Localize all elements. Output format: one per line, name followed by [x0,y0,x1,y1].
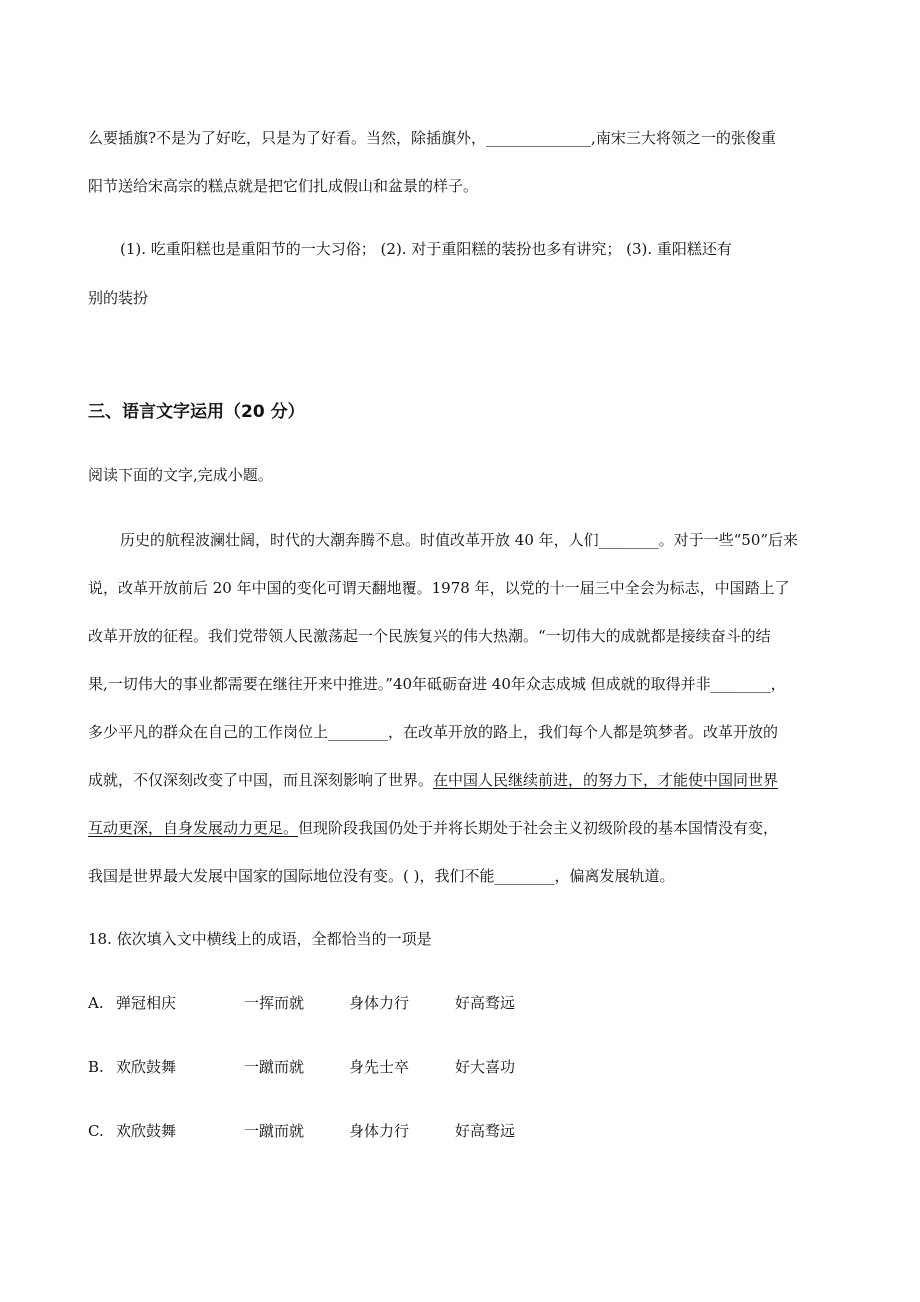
underlined-sentence-part-1: 在中国人民继续前进，的努力下，才能使中国同世界 [433,771,779,789]
option-a [88,993,515,1013]
option-b-word-2: 一蹴而就 [244,1058,305,1076]
prev-answer-line-2: 别的装扮 [88,289,149,307]
option-c-word-4: 好高骛远 [455,1122,516,1140]
option-a-word-3: 身体力行 [349,994,410,1012]
option-a-word-1: 弹冠相庆 [116,994,177,1012]
option-b-label: B. [88,1058,104,1076]
option-a-word-2: 一挥而就 [244,994,305,1012]
passage-line-6 [88,770,778,790]
option-b-word-1: 欢欣鼓舞 [116,1058,177,1076]
option-c-label: C. [88,1122,104,1140]
option-a-label: A. [88,994,104,1012]
prev-answer-line-1: (1). 吃重阳糕也是重阳节的一大习俗； (2). 对于重阳糕的装扮也多有讲究； (3). 重阳糕还有 [120,240,732,258]
passage-line-3: 改革开放的征程。我们党带领人民激荡起一个民族复兴的伟大热潮。“一切伟大的成就都是接续奋斗的结 [88,627,771,645]
option-c-word-3: 身体力行 [349,1122,410,1140]
underlined-sentence-part-2: 互动更深，自身发展动力更足。 [88,819,299,837]
option-c-word-1: 欢欣鼓舞 [116,1122,177,1140]
passage-line-5: 多少平凡的群众在自己的工作岗位上________，在改革开放的路上，我们每个人都是筑梦者。改革开放的 [88,723,779,741]
option-c [88,1121,515,1141]
passage-line-2: 说，改革开放前后 20 年中国的变化可谓天翻地覆。1978 年，以党的十一届三中全会为标志，中国踏上了 [88,579,790,597]
option-a-word-4: 好高骛远 [455,994,516,1012]
option-c-word-2: 一蹴而就 [244,1122,305,1140]
section-instruction: 阅读下面的文字,完成小题。 [88,466,273,484]
question-stem: 18. 依次填入文中横线上的成语，全都恰当的一项是 [88,930,432,948]
section-title: 三、语言文字运用（20 分） [88,402,305,422]
option-b-word-3: 身先士卒 [349,1058,410,1076]
prev-passage-line-1: 么要插旗?不是为了好吃，只是为了好看。当然，除插旗外，______________,南宋三大将领之一的张俊重 [88,129,776,147]
option-b [88,1057,515,1077]
prev-passage-line-2: 阳节送给宋高宗的糕点就是把它们扎成假山和盆景的样子。 [88,177,479,195]
passage-line-4: 果,一切伟大的事业都需要在继往开来中推进。”40年砥砺奋进 40年众志成城 但成就的取得并非________， [88,675,786,693]
passage-line-6-text: 成就，不仅深刻改变了中国，而且深刻影响了世界。 [88,771,434,789]
passage-line-1: 历史的航程波澜壮阔，时代的大潮奔腾不息。时值改革开放 40 年，人们________。对于一些“50”后来 [120,531,799,549]
passage-line-7 [88,818,778,838]
passage-line-7-text: 但现阶段我国仍处于并将长期处于社会主义初级阶段的基本国情没有变， [298,819,779,837]
passage-line-8: 我国是世界最大发展中国家的国际地位没有变。( )，我们不能________，偏离发展轨道。 [88,867,675,885]
option-b-word-4: 好大喜功 [455,1058,516,1076]
